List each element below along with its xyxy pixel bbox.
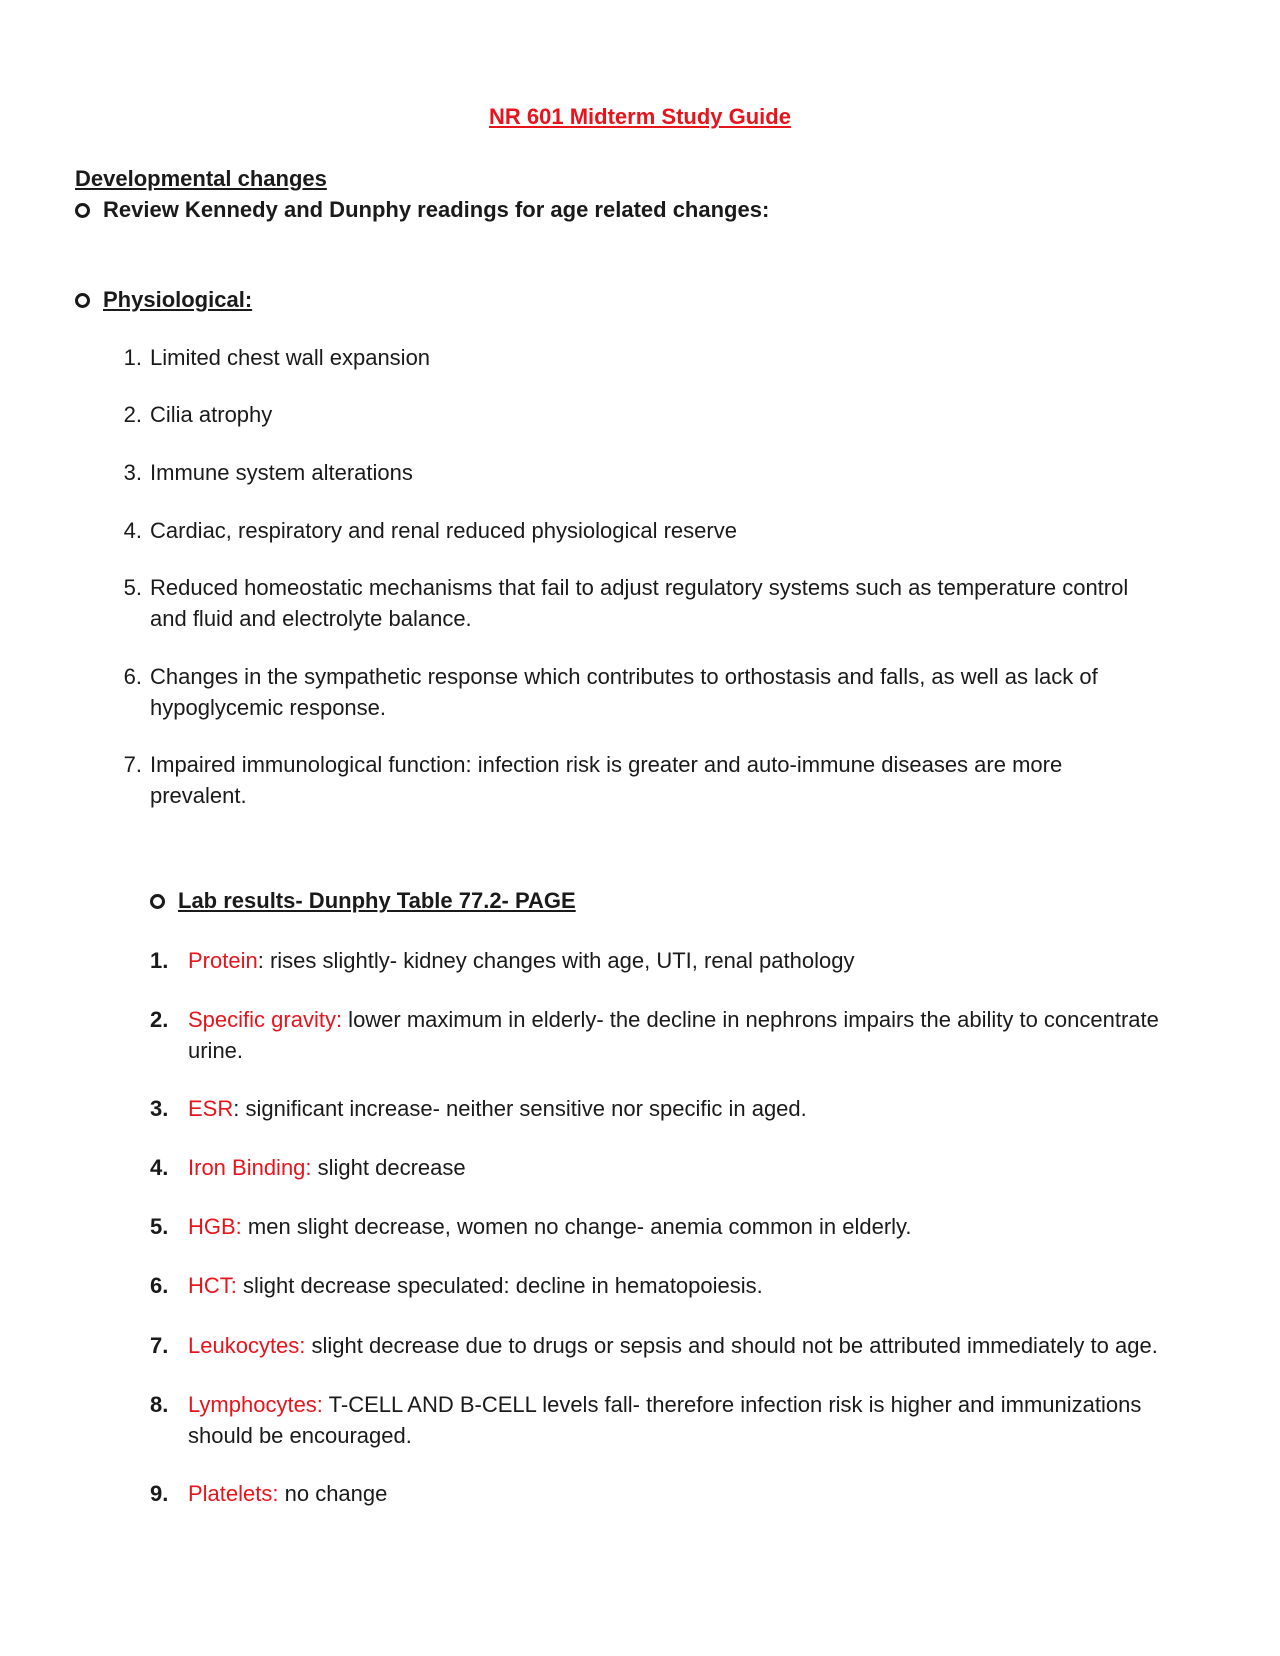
list-item <box>123 661 1160 723</box>
list-item <box>123 572 1160 634</box>
lab-description: men slight decrease, women no change- anemia common in elderly. <box>241 1214 912 1239</box>
lab-term: HCT: <box>188 1273 237 1298</box>
list-item-number: 4. <box>123 518 142 543</box>
list-item-number: 4. <box>150 1155 169 1180</box>
lab-description: no change <box>278 1481 388 1506</box>
list-item-number: 5. <box>150 1214 169 1239</box>
page-title: NR 601 Midterm Study Guide <box>489 104 791 129</box>
list-item-number: 1. <box>123 345 142 370</box>
lab-description: slight decrease <box>311 1155 466 1180</box>
list-item-number: 3. <box>123 460 142 485</box>
lab-description: T-CELL AND B-CELL levels fall- therefore infection risk is higher and immunizations should be encouraged. <box>188 1392 1142 1448</box>
list-item-text: Reduced homeostatic mechanisms that fail to adjust regulatory systems such as temperature control and fluid and electrolyte balance. <box>150 575 1129 631</box>
lab-term: ESR <box>188 1096 234 1121</box>
list-item <box>150 1211 1178 1242</box>
section-heading: Developmental changes <box>75 166 327 191</box>
list-item <box>150 1478 1178 1509</box>
lab-description: : rises slightly- kidney changes with age, UTI, renal pathology <box>257 948 855 973</box>
list-item-number: 3. <box>150 1096 169 1121</box>
list-item <box>123 457 1160 488</box>
list-item-number: 6. <box>150 1273 169 1298</box>
lab-term: Platelets: <box>188 1481 279 1506</box>
list-item-text: Cilia atrophy <box>150 402 273 427</box>
lab-description: slight decrease speculated: decline in hematopoiesis. <box>236 1273 763 1298</box>
review-line <box>75 197 769 223</box>
list-item <box>123 342 1160 373</box>
list-item <box>150 1330 1178 1361</box>
review-text: Review Kennedy and Dunphy readings for age related changes: <box>103 197 770 222</box>
list-item-number: 9. <box>150 1481 169 1506</box>
lab-description: slight decrease due to drugs or sepsis and should not be attributed immediately to age. <box>305 1333 1158 1358</box>
list-item <box>123 399 1160 430</box>
list-item-text: Cardiac, respiratory and renal reduced physiological reserve <box>150 518 737 543</box>
list-item <box>150 1270 1178 1301</box>
list-item-number: 2. <box>150 1007 169 1032</box>
lab-term: Lymphocytes: <box>188 1392 323 1417</box>
lab-term: Iron Binding: <box>188 1155 312 1180</box>
physiological-heading-text: Physiological: <box>103 287 253 312</box>
list-item <box>150 1004 1178 1066</box>
list-item-number: 7. <box>123 752 142 777</box>
physiological-heading <box>75 287 252 313</box>
list-item-text: Changes in the sympathetic response which contributes to orthostasis and falls, as well as lack of hypoglycemic response. <box>150 664 1098 720</box>
list-item <box>123 515 1160 546</box>
lab-results-heading-text: Lab results- Dunphy Table 77.2- PAGE <box>178 888 576 913</box>
list-item <box>150 1152 1178 1183</box>
lab-results-heading <box>150 888 576 914</box>
lab-term: HGB: <box>188 1214 242 1239</box>
list-item <box>150 945 1178 976</box>
list-item <box>150 1389 1178 1451</box>
list-item-number: 7. <box>150 1333 169 1358</box>
list-item-text: Impaired immunological function: infection risk is greater and auto-immune diseases are more prevalent. <box>150 752 1063 808</box>
bullet-icon <box>75 293 90 308</box>
list-item-text: Immune system alterations <box>150 460 413 485</box>
list-item-number: 8. <box>150 1392 169 1417</box>
list-item-number: 1. <box>150 948 169 973</box>
bullet-icon <box>75 203 90 218</box>
lab-term: Leukocytes: <box>188 1333 306 1358</box>
list-item-number: 6. <box>123 664 142 689</box>
list-item-text: Limited chest wall expansion <box>150 345 431 370</box>
lab-description: lower maximum in elderly- the decline in nephrons impairs the ability to concentrate urine. <box>188 1007 1159 1063</box>
list-item <box>150 1093 1178 1124</box>
lab-term: Protein <box>188 948 258 973</box>
lab-description: : significant increase- neither sensitive nor specific in aged. <box>233 1096 807 1121</box>
list-item <box>123 749 1160 811</box>
lab-term: Specific gravity: <box>188 1007 343 1032</box>
list-item-number: 5. <box>123 575 142 600</box>
list-item-number: 2. <box>123 402 142 427</box>
bullet-icon <box>150 894 165 909</box>
